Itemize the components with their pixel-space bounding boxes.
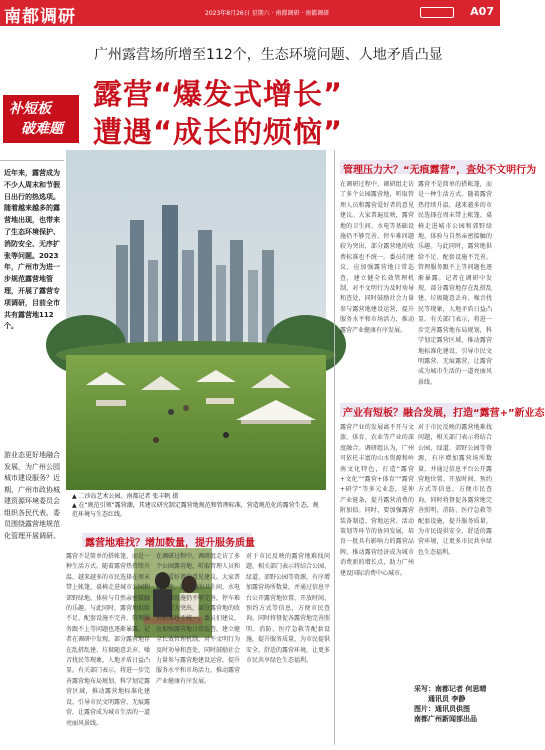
camping-lawn-photo: [66, 150, 326, 490]
credit-writer: 采写：南都记者 何思晴: [414, 685, 487, 693]
lede-paragraph: 近年来，露营成为不少人周末和节假日出行的热选项。随着越来越多的露营地出现，也带来了生态环境保护、消防安全、无序扩张等问题。2023年，广州市为进一步规范露营地管理，开展了露营专项调研，目前全市共有露营地112个。: [4, 169, 60, 331]
body-column: 对于市民反映的露营地难找问题，相关部门表示将结合公园、绿道、郊野公园等资源，有序增加露营场所数量，并通过信息平台公开露营地位置、开放时间、预约方式等信息，方便市民查询。同时将督促各露营地完善照明、消防、医疗急救等配套设施，提升服务质量，为市民提供安全、舒适的露营环境，让更多市民共享绿色生态福利。: [418, 424, 492, 556]
section-title-supply: 露营地难找？增加数量，提升服务质量: [85, 538, 255, 549]
divider: [0, 160, 64, 161]
headline-line-1: 露营“爆发式增长”: [93, 77, 344, 111]
section-title-bar: [340, 403, 545, 419]
credit-desk: 南都广州新闻部出品: [414, 715, 477, 723]
section-title-management: 管理压力大？“无痕露营”，查处不文明行为: [343, 165, 537, 176]
page-number: A07: [470, 5, 494, 18]
credits: [414, 684, 486, 724]
side-paragraph: 游业态更好地融合发展，为广州公园城市建设服务？近期，广州市政协城建资源环境委员会组织各民代表、委员围绕露营地规范化管理开展调研。: [4, 451, 60, 540]
masthead: 南都调研: [4, 7, 76, 27]
body-column: 露营不是简单的搭帐篷，而是一种生活方式。随着露营热持续升温，越来越多的市民选择在周末带上帐篷、桌椅走进城市公园和郊野绿地，体验与自然亲密接触的乐趣。与此同时，露营地供给不足、配套设施不完善、管理服务跟不上等问题也逐渐暴露。记者在调研中发现，部分露营地存在乱搭乱建、垃圾随意丢弃、噪音扰民等现象，人地矛盾日益凸显。有关部门表示，将进一步完善露营地布局规划，科学划定露营区域，推动露营地标准化建设，引导市民文明露营、无痕露营，让露营成为城市生活的一道亮丽风景线。: [418, 181, 492, 386]
series-tag-line-2: 破难题: [21, 121, 63, 137]
edition-badge: [420, 7, 454, 18]
kicker-subheadline: 广州露营场所增至112个，生态环境问题、人地矛盾凸显: [94, 47, 443, 63]
column-divider: [334, 150, 335, 745]
headline-line-2: 遭遇“成长的烦恼”: [93, 115, 344, 149]
body-column: 对于市民反映的露营地难找问题，相关部门表示将结合公园、绿道、郊野公园等资源，有序增加露营场所数量，并通过信息平台公开露营地位置、开放时间、预约方式等信息，方便市民查询。同时将督促各露营地完善照明、消防、医疗急救等配套设施，提升服务质量，为市民提供安全、舒适的露营环境，让更多市民共享绿色生态福利。: [246, 553, 331, 665]
body-column: 露营产业的发展离不开与文旅、体育、农业等产业的深度融合。调研组认为，广州可依托丰富的山水资源和岭南文化特色，打造“露营+文化”“露营+体育”“露营+研学”等多元业态，延伸产业链条，提升露营消费的附加值。同时，要加强露营装备制造、营地运营、活动策划等环节的协同发展，培育一批具有影响力的露营品牌，推动露营经济成为城市消费新的增长点，助力广州建设国际消费中心城市。: [340, 424, 414, 577]
page-header-bar: [0, 0, 500, 26]
series-tag-line-1: 补短板: [9, 101, 51, 117]
series-tag: [3, 95, 79, 143]
main-photo: [66, 150, 326, 490]
section-title-industry: 产业有短板？融合发展，打造“露营+”新业态: [343, 408, 545, 419]
credit-photo: 图片：通讯员供图: [414, 705, 470, 713]
credit-correspondent: 通讯员 李静: [428, 695, 466, 703]
body-column: 在调研过程中，调研组走访了多个公园露营地，听取管理人员和露营爱好者的意见建议。大家普遍反映，露营地的卫生间、水电等基础设施仍不够完善，停车难问题较为突出，部分露营地的收费标准也不统一。委员们建议，应加强露营地日常巡查，建立健全长效管理机制，对不文明行为及时劝导和查处，同时鼓励社会力量参与露营地建设运营，提升服务水平和市场活力，推动露营产业健康有序发展。: [156, 553, 241, 685]
photo-caption: ▲ 二沙岛艺术公园。南都记者 张丰帆 摄 ▲ 在“规范引领”露营潮，其建议研究制定露营地规范和管理标准，营造规范化的露营生态，规范环境与生态红线。: [72, 493, 319, 518]
section-title-bar: [340, 160, 537, 176]
section-title-bar: [82, 533, 255, 549]
body-column: 在调研过程中，调研组走访了多个公园露营地，听取管理人员和露营爱好者的意见建议。大家普遍反映，露营地的卫生间、水电等基础设施仍不够完善，停车难问题较为突出，部分露营地的收费标准也不统一。委员们建议，应加强露营地日常巡查，建立健全长效管理机制，对不文明行为及时劝导和查处，同时鼓励社会力量参与露营地建设运营，提升服务水平和市场活力，推动露营产业健康有序发展。: [340, 181, 414, 334]
body-column: 露营不是简单的搭帐篷，而是一种生活方式。随着露营热持续升温，越来越多的市民选择在周末带上帐篷、桌椅走进城市公园和郊野绿地，体验与自然亲密接触的乐趣。与此同时，露营地供给不足、配套设施不完善、管理服务跟不上等问题也逐渐暴露。记者在调研中发现，部分露营地存在乱搭乱建、垃圾随意丢弃、噪音扰民等现象，人地矛盾日益凸显。有关部门表示，将进一步完善露营地布局规划，科学划定露营区域，推动露营地标准化建设，引导市民文明露营、无痕露营，让露营成为城市生活的一道亮丽风景线。: [66, 553, 151, 727]
dateline: 2023年8月26日 星期六 · 南都调研 · 南都调研: [205, 10, 330, 17]
